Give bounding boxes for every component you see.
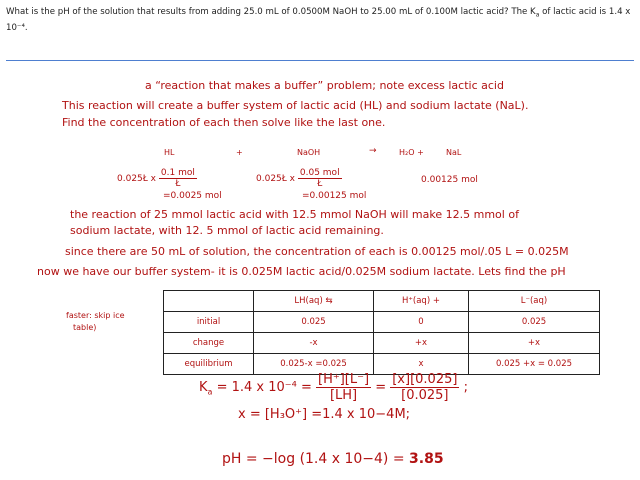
question-main: What is the pH of the solution that results from adding 25.0 mL of 0.0500M NaOH to 25.00 mL of 0.100M lactic acid? The K [6, 7, 536, 17]
ka-fraction-2 [390, 372, 459, 403]
ice-cell: +x [374, 333, 469, 354]
ice-header-cell [164, 291, 254, 312]
ice-cell: change [164, 333, 254, 354]
ka-f2-num: [x][0.025] [392, 372, 458, 387]
ka-symbol: K [199, 380, 208, 395]
ka-equation [199, 372, 468, 403]
nal-value: 0.00125 mol [421, 175, 478, 185]
ph-answer: 3.85 [409, 451, 444, 467]
ice-cell: x [374, 354, 469, 375]
ice-cell: +x [469, 333, 600, 354]
hl-calc [117, 168, 197, 189]
hl-fraction [159, 168, 197, 189]
question-text [6, 6, 634, 35]
headline: a “reaction that makes a buffer” problem; note excess lactic acid [145, 79, 504, 92]
reaction-plus: + [236, 148, 243, 157]
ka-eq-sign: = [375, 380, 387, 395]
ice-header-cell: LH(aq) ⇆ [254, 291, 374, 312]
statement-1-line-2: sodium lactate, with 12. 5 mmol of lactic acid remaining. [70, 224, 384, 237]
ka-f1-num: [H⁺][L⁻] [318, 372, 370, 387]
ice-row-change [164, 333, 600, 354]
ice-cell: -x [254, 333, 374, 354]
reaction-arrow: → [369, 146, 377, 156]
ice-cell: 0.025 +x = 0.025 [469, 354, 600, 375]
ph-line [222, 451, 444, 467]
reactant-naoh: NaOH [297, 148, 321, 157]
ka-semicolon: ; [463, 380, 468, 395]
question-end: of lactic acid is 1.4 x 10⁻⁴. [6, 7, 631, 33]
ice-row-initial [164, 312, 600, 333]
ph-expression: pH = −log (1.4 x 10−4) = [222, 451, 410, 467]
ka-f1-den: [LH] [329, 388, 358, 403]
ka-f2-den: [0.025] [401, 388, 449, 403]
naoh-fraction [298, 168, 342, 189]
intro-line-1: This reaction will create a buffer system of lactic acid (HL) and sodium lactate (NaL). [62, 99, 529, 112]
ice-header-cell: H⁺(aq) + [374, 291, 469, 312]
ice-cell: 0.025-x =0.025 [254, 354, 374, 375]
hl-prefix: 0.025Ł x [117, 174, 157, 184]
naoh-num: 0.05 mol [299, 168, 340, 178]
header-divider [6, 60, 634, 61]
intro-line-2: Find the concentration of each then solve like the last one. [62, 116, 386, 129]
ice-cell: 0 [374, 312, 469, 333]
side-note-line-2: table) [73, 323, 97, 332]
side-note-line-1: faster: skip ice [66, 311, 125, 320]
naoh-calc [256, 168, 342, 189]
naoh-result: =0.00125 mol [302, 191, 367, 201]
ice-cell: initial [164, 312, 254, 333]
ka-lhs: = 1.4 x 10⁻⁴ = [212, 380, 312, 395]
statement-2: since there are 50 mL of solution, the concentration of each is 0.00125 mol/.05 L = 0.025M [65, 245, 569, 258]
ice-cell: 0.025 [469, 312, 600, 333]
hl-num: 0.1 mol [160, 168, 195, 178]
naoh-den: Ł [317, 179, 323, 189]
statement-3: now we have our buffer system- it is 0.025M lactic acid/0.025M sodium lactate. Lets find the pH [37, 265, 566, 278]
ice-header-cell: L⁻(aq) [469, 291, 600, 312]
product-water: H₂O + [399, 148, 424, 157]
hl-result: =0.0025 mol [163, 191, 222, 201]
hl-den: Ł [175, 179, 181, 189]
naoh-prefix: 0.025Ł x [256, 174, 296, 184]
x-line: x = [H₃O⁺] =1.4 x 10−4M; [238, 407, 411, 422]
statement-1-line-1: the reaction of 25 mmol lactic acid with 12.5 mmol NaOH will make 12.5 mmol of [70, 208, 519, 221]
ka-sub: a [207, 387, 213, 397]
ice-cell: equilibrium [164, 354, 254, 375]
ice-header-row [164, 291, 600, 312]
ice-cell: 0.025 [254, 312, 374, 333]
question-sub: a [535, 11, 540, 19]
product-nal: NaL [446, 148, 462, 157]
ka-fraction-1 [316, 372, 371, 403]
ice-table [163, 290, 600, 375]
reactant-hl: HL [164, 148, 175, 157]
